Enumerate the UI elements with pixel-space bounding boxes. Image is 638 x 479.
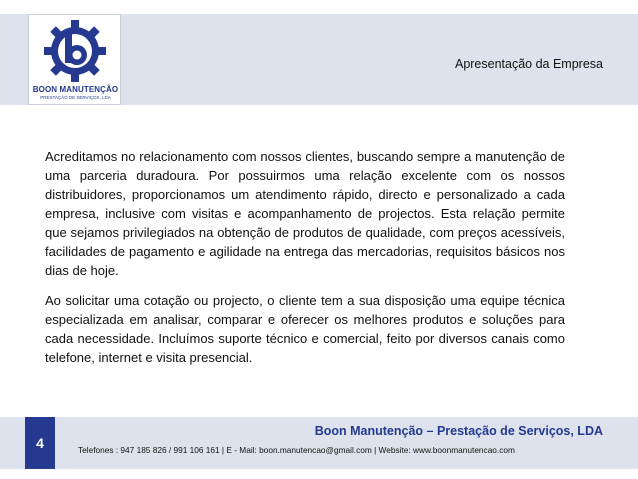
gear-b-logo-icon — [43, 19, 107, 83]
logo-tagline: PRESTAÇÃO DE SERVIÇOS, LDA — [40, 95, 111, 100]
page-title: Apresentação da Empresa — [454, 57, 603, 71]
company-name: Boon Manutenção – Prestação de Serviços, LDA — [314, 424, 603, 438]
company-logo — [28, 14, 121, 105]
paragraph: Ao solicitar uma cotação ou projecto, o cliente tem a sua disposição uma equipe técnica especializada em analisar, comparar e oferecer os melhores produtos e soluções para cada necessidade. Incluímos suporte técnico e comercial, feito por diversos canais como telefone, internet e visita presencial. — [45, 293, 565, 365]
body-text — [45, 147, 565, 378]
page-number: 4 — [25, 417, 55, 469]
contact-line: Telefones : 947 185 826 / 991 106 161 | E - Mail: boon.manutencao@gmail.com | Website: www.boonmanutencao.com — [78, 445, 515, 455]
logo-name: BOON MANUTENÇÃO — [32, 85, 119, 94]
paragraph: Acreditamos no relacionamento com nossos clientes, buscando sempre a manutenção de uma parceria duradoura. Por possuirmos uma relação excelente com os nossos distribuidores, proporcionamos um atendimento rápido, directo e personalizado a cada empresa, inclusive com visitas e acompanhamento de projectos. Esta relação permite que sejamos privilegiados na obtenção de produtos de qualidade, com preços acessíveis, facilidades de pagamento e agilidade na entrega das mercadorias, requisitos básicos nos dias de hoje. — [45, 149, 565, 278]
